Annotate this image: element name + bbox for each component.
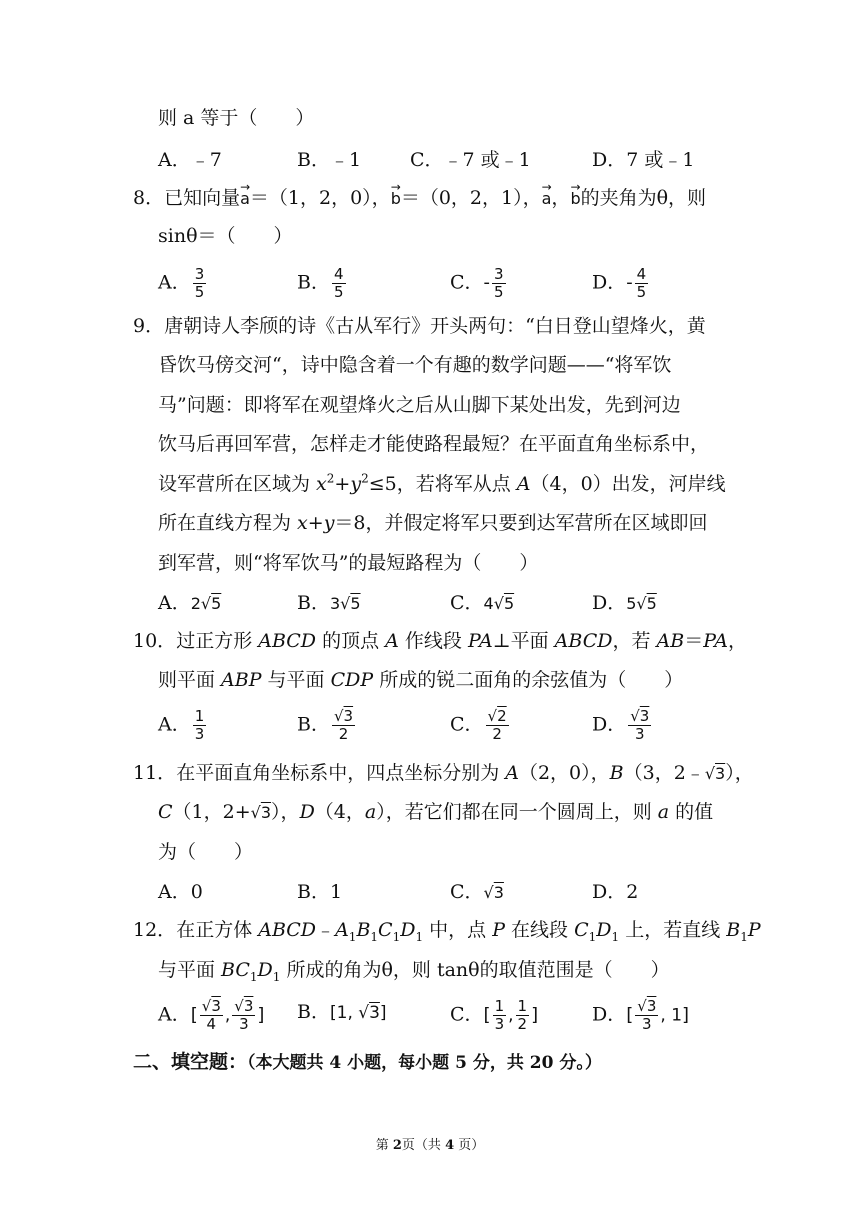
- q11-line2: C（1，2+√3），D（4，a），若它们都在同一个圆周上，则 a 的值: [158, 801, 714, 823]
- q8-options: [0, 266, 860, 302]
- q8-option-b: B． $\frac{4}{5}$: [297, 265, 344, 301]
- q11-option-b: B．1: [297, 881, 343, 903]
- fraction: $\frac{√3}{2}$: [333, 707, 354, 743]
- q9-line7: 到军营，则“将军饮马”的最短路程为（ ）: [158, 552, 539, 574]
- fraction: $\frac{1}{3}$: [194, 707, 205, 743]
- sqrt-expression: 5√5: [626, 594, 657, 613]
- q8-option-c: C．- $\frac{3}{5}$: [450, 265, 504, 301]
- q8-line1: 8．已知向量→ a＝（1，2，0），→ b＝（0，2，1），→ a，→ b的夹角为θ，则: [133, 184, 706, 213]
- q9-option-c: C．4√5: [450, 592, 515, 614]
- q11-line3: 为（ ）: [158, 841, 254, 863]
- fraction: $\frac{3}{5}$: [493, 265, 504, 301]
- q10-option-b: B． $\frac{√3}{2}$: [297, 707, 354, 743]
- vector-a: → a: [240, 185, 250, 213]
- fraction: $\frac{4}{5}$: [636, 265, 647, 301]
- q9-line4: 饮马后再回军营，怎样走才能使路程最短？在平面直角坐标系中，: [158, 433, 710, 455]
- q11-option-a: A．0: [158, 881, 203, 903]
- vector-a-2: → a: [542, 185, 552, 213]
- q10-option-d: D． $\frac{√3}{3}$: [592, 707, 650, 743]
- q12-line1: 12．在正方体 $ABCD﹣A_1B_1C_1D_1$ 中，点 P 在线段 $C_1D_1$ 上，若直线 $B_1P$: [133, 919, 761, 944]
- q12-line2: 与平面 $BC_1D_1$ 所成的角为θ，则 tanθ的取值范围是（ ）: [158, 959, 670, 984]
- q11-option-d: D．2: [592, 881, 639, 903]
- q7-option-b: B．﹣1: [297, 149, 362, 171]
- q12-option-a: A．[ $\frac{√3}{4}$ , $\frac{√3}{3}$ ]: [158, 997, 265, 1033]
- q10-options: [0, 708, 860, 746]
- q9-line5: 设军营所在区域为 $x^2+y^2\le 5$，若将军从点 A（4，0）出发，河岸线: [158, 471, 726, 495]
- section-heading: 二、填空题：（本大题共 4 小题，每小题 5 分，共 20 分。）: [133, 1051, 602, 1073]
- q9-option-d: D．5√5: [592, 592, 657, 614]
- fraction: $\frac{4}{5}$: [333, 265, 344, 301]
- q10-line2: 则平面 ABP 与平面 CDP 所成的锐二面角的余弦值为（ ）: [158, 669, 684, 691]
- fraction: $\frac{√3}{3}$: [630, 707, 650, 743]
- q12-option-c: C．[ $\frac{1}{3}$ , $\frac{1}{2}$ ]: [450, 997, 539, 1033]
- q9-line1: 9．唐朝诗人李颀的诗《古从军行》开头两句：“白日登山望烽火，黄: [133, 315, 706, 337]
- q9-line2: 昏饮马傍交河“，诗中隐含着一个有趣的数学问题——“将军饮: [158, 354, 672, 376]
- q11-line1: 11．在平面直角坐标系中，四点坐标分别为 A（2，0），B（3，2﹣√3），: [133, 762, 754, 784]
- q10-option-c: C． $\frac{√2}{2}$: [450, 707, 507, 743]
- q9-option-a: A．2√5: [158, 592, 222, 614]
- vector-b-2: → b: [570, 185, 580, 213]
- q7-tail: 则 a 等于（ ）: [158, 107, 315, 129]
- page-footer: 第 2页（共 4 页）: [375, 1138, 485, 1153]
- q12-options: [0, 998, 860, 1038]
- sqrt-expression: 4√5: [483, 594, 515, 613]
- sqrt-expression: 3√5: [329, 594, 361, 613]
- q8-option-a: A． $\frac{3}{5}$: [158, 265, 205, 301]
- q9-line6: 所在直线方程为 x+y＝8，并假定将军只要到达军营所在区域即回: [158, 512, 708, 534]
- vector-b: → b: [391, 185, 401, 213]
- q11-option-c: C．√3: [450, 881, 504, 903]
- q8-option-d: D．- $\frac{4}{5}$: [592, 265, 647, 301]
- fraction: $\frac{√2}{2}$: [487, 707, 507, 743]
- q7-option-a: A．﹣7: [158, 149, 222, 171]
- q9-option-b: B．3√5: [297, 592, 361, 614]
- q7-option-c: C．﹣7 或﹣1: [410, 149, 531, 171]
- q8-line2: sinθ＝（ ）: [158, 225, 293, 247]
- q10-option-a: A． $\frac{1}{3}$: [158, 707, 205, 743]
- fraction: $\frac{3}{5}$: [194, 265, 205, 301]
- sqrt-expression: 2√5: [190, 594, 222, 613]
- q12-option-b: B．[1, √3]: [297, 1001, 387, 1023]
- q12-option-d: D．[ $\frac{√3}{3}$ , 1]: [592, 997, 690, 1033]
- q10-line1: 10．过正方形 ABCD 的顶点 A 作线段 PA⊥平面 ABCD，若 AB＝PA，: [133, 630, 747, 652]
- q7-option-d: D．7 或﹣1: [592, 149, 695, 171]
- q9-line3: 马”问题：即将军在观望烽火之后从山脚下某处出发，先到河边: [158, 394, 681, 416]
